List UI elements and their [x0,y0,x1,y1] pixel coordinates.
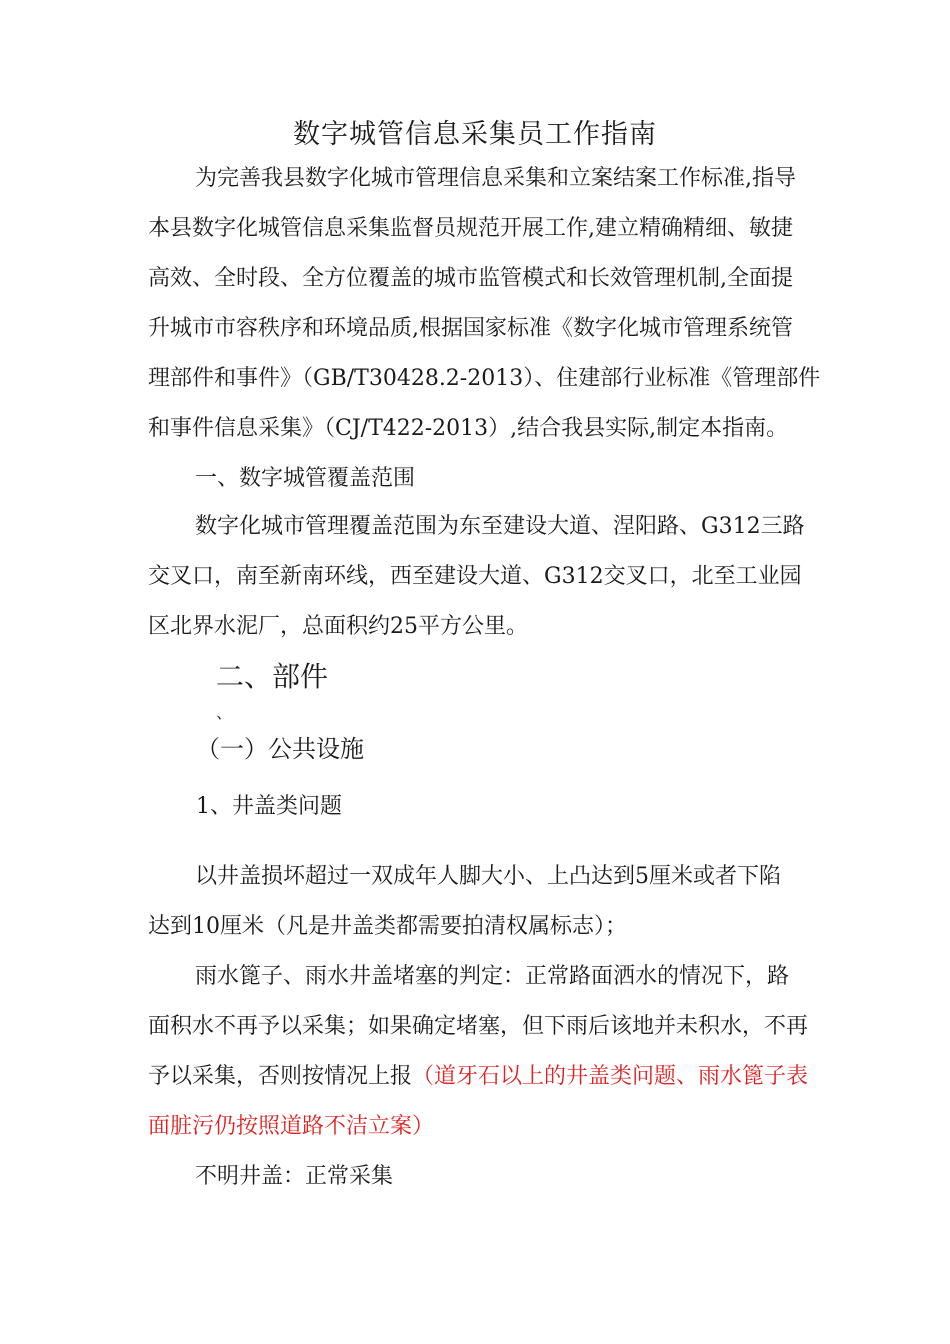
coverage-line: 交叉口，南至新南环线，西至建设大道、G312交叉口，北至工业园 [148,564,802,589]
rain-grate-line: 雨水篦子、雨水井盖堵塞的判定：正常路面洒水的情况下，路 [195,964,790,989]
intro-line: 升城市市容秩序和环境品质,根据国家标准《数字化城市管理系统管 [148,316,793,341]
item1-heading: 1、井盖类问题 [196,794,342,819]
item1-line: 达到10厘米（凡是井盖类都需要拍清权属标志）； [148,914,627,939]
rain-grate-text: 予以采集，否则按情况上报 [148,1064,413,1089]
item1-line: 以井盖损坏超过一双成年人脚大小、上凸达到5厘米或者下陷 [195,864,781,889]
section2-heading-prefix: 二、 [216,660,273,693]
document-title: 数字城管信息采集员工作指南 [293,119,657,150]
section2-mark: 、 [216,703,233,722]
section2-heading [216,660,328,694]
intro-line: 本县数字化城管信息采集监督员规范开展工作,建立精确精细、敏捷 [148,216,793,241]
section1-heading: 一、数字城管覆盖范围 [195,466,416,491]
coverage-line: 区北界水泥厂，总面积约25平方公里。 [148,614,528,639]
intro-line: 为完善我县数字化城市管理信息采集和立案结案工作标准,指导 [195,166,796,191]
coverage-line: 数字化城市管理覆盖范围为东至建设大道、涅阳路、G312三路 [195,514,805,539]
section2-heading-text: 部件 [272,660,329,693]
intro-line: 和事件信息采集》（CJ/T422-2013）,结合我县实际,制定本指南。 [148,416,789,441]
rain-grate-line: 面积水不再予以采集；如果确定堵塞，但下雨后该地并未积水，不再 [148,1014,809,1039]
rain-grate-line [148,1062,808,1092]
intro-line: 理部件和事件》（GB/T30428.2-2013）、住建部行业标准《管理部件 [148,366,821,391]
intro-line: 高效、全时段、全方位覆盖的城市监管模式和长效管理机制,全面提 [148,266,793,291]
subsection1-heading: （一）公共设施 [196,735,364,763]
highlight-note: 面脏污仍按照道路不洁立案） [148,1114,435,1139]
highlight-note: （道牙石以上的井盖类问题、雨水篦子表 [412,1064,809,1089]
unknown-cover-line: 不明井盖：正常采集 [195,1164,394,1189]
